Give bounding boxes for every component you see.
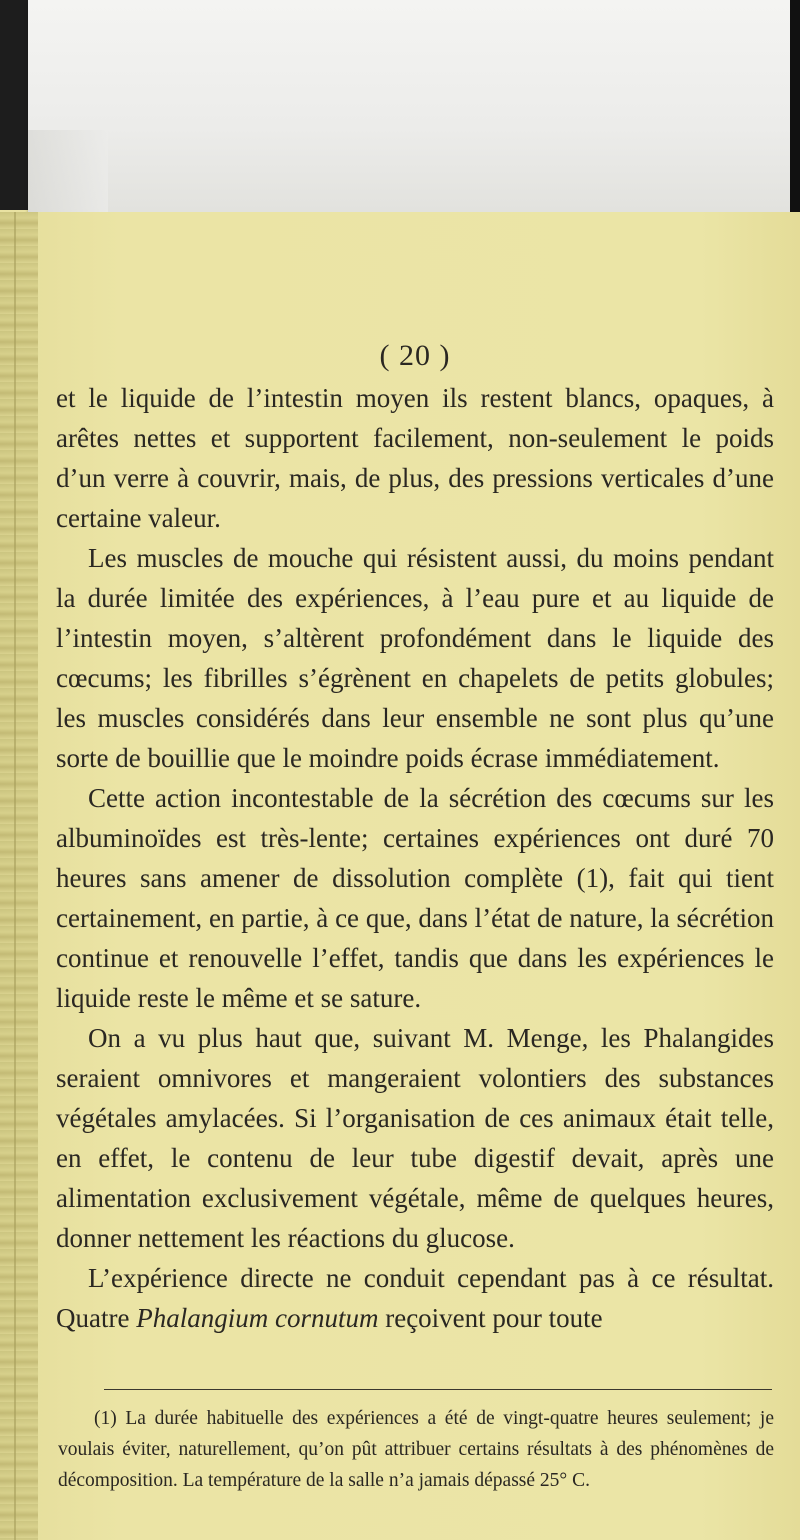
paragraph-3: Cette action incontestable de la sécrétion des cœcums sur les albuminoïdes est très-lente; certaines expériences ont duré 70 heures sans amener de dissolution complète (1), fait qui tient certainement, en partie, à ce que, dans l’état de nature, la sécrétion continue et renouvelle l’effet, tandis que dans les expériences le liquide reste le même et se sature. xyxy=(56,783,774,1013)
page-text xyxy=(56,336,774,1338)
paragraph-2: Les muscles de mouche qui résistent aussi, du moins pendant la durée limitée des expériences, à l’eau pure et au liquide de l’intestin moyen, s’altèrent profondément dans le liquide des cœcums; les fibrilles s’égrènent en chapelets de petits globules; les muscles considérés dans leur ensemble ne sont plus qu’une sorte de bouillie que le moindre poids écrase immédiatement. xyxy=(56,543,774,773)
paragraph-5-start: L’expérience directe ne conduit cependant pas à ce résultat. Quatre xyxy=(56,1263,774,1333)
page-number: ( 20 ) xyxy=(379,339,451,372)
paragraph-1: et le liquide de l’intestin moyen ils restent blancs, opaques, à arêtes nettes et supportent facilement, non-seulement le poids d’un verre à couvrir, mais, de plus, des pressions verticales d’une certaine valeur. xyxy=(56,383,774,533)
page-binding-line xyxy=(14,212,16,1540)
paper-flap xyxy=(28,0,792,214)
paragraph-5 xyxy=(56,1258,774,1338)
paragraph-4: On a vu plus haut que, suivant M. Menge, les Phalangides seraient omnivores et mangeraient volontiers des substances végétales amylacées. Si l’organisation de ces animaux était telle, en effet, le contenu de leur tube digestif devait, après une alimentation exclusivement végétale, même de quelques heures, donner nettement les réactions du glucose. xyxy=(56,1023,774,1253)
species-name: Phalangium cornutum xyxy=(136,1303,379,1333)
paragraph-5-end: reçoivent pour toute xyxy=(378,1303,603,1333)
paper-flap-shadow xyxy=(28,130,108,212)
page-binding-edge xyxy=(0,212,38,1540)
footnote-rule xyxy=(104,1389,772,1390)
footnote: (1) La durée habituelle des expériences a été de vingt-quatre heures seulement; je voulais éviter, naturellement, qu’on pût attribuer certains résultats à des phénomènes de décomposition. La température de la salle n’a jamais dépassé 25° C. xyxy=(58,1408,774,1491)
scanner-edge xyxy=(790,0,800,212)
